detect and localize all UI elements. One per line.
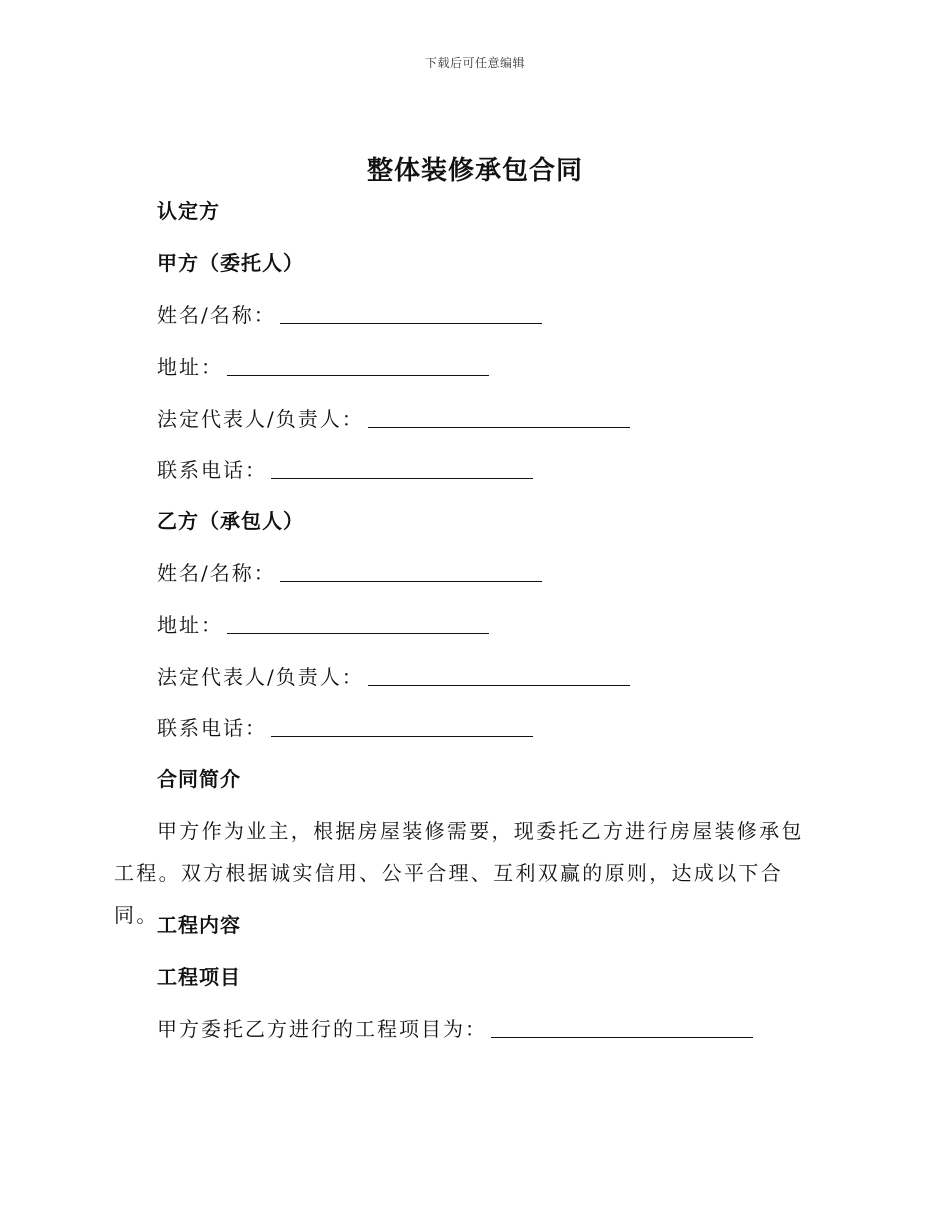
work-content-heading: 工程内容	[157, 913, 241, 937]
party-b-name-label: 姓名/名称：	[157, 561, 276, 585]
work-items-label: 甲方委托乙方进行的工程项目为：	[157, 1017, 487, 1041]
party-a-legal-rep-row	[157, 405, 630, 433]
party-a-name-label: 姓名/名称：	[157, 303, 276, 327]
party-a-phone-label: 联系电话：	[157, 458, 267, 482]
page-header-note: 下载后可任意编辑	[424, 56, 525, 70]
party-a-address-row	[157, 353, 489, 381]
party-a-heading: 甲方（委托人）	[157, 251, 304, 275]
party-a-address-label: 地址：	[157, 355, 223, 379]
party-a-legal-rep-blank[interactable]	[368, 407, 630, 428]
work-items-row	[157, 1015, 753, 1043]
party-b-legal-rep-label: 法定代表人/负责人：	[157, 665, 364, 689]
work-items-blank[interactable]	[491, 1017, 753, 1038]
party-b-legal-rep-row	[157, 663, 630, 691]
party-b-phone-blank[interactable]	[271, 716, 533, 737]
party-b-address-blank[interactable]	[227, 613, 489, 634]
intro-heading: 合同简介	[157, 767, 241, 791]
party-a-phone-blank[interactable]	[271, 458, 533, 479]
party-b-phone-label: 联系电话：	[157, 716, 267, 740]
document-title: 整体装修承包合同	[366, 156, 583, 186]
party-b-heading: 乙方（承包人）	[157, 509, 304, 533]
party-a-name-row	[157, 301, 542, 329]
party-a-name-blank[interactable]	[280, 303, 542, 324]
work-items-heading: 工程项目	[157, 965, 241, 989]
intro-paragraph: 甲方作为业主，根据房屋装修需要，现委托乙方进行房屋装修承包工程。双方根据诚实信用、公平合理、互利双赢的原则，达成以下合同。	[114, 819, 804, 927]
party-a-legal-rep-label: 法定代表人/负责人：	[157, 407, 364, 431]
party-a-address-blank[interactable]	[227, 355, 489, 376]
party-b-phone-row	[157, 714, 533, 742]
party-b-name-blank[interactable]	[280, 561, 542, 582]
section-heading-identify: 认定方	[157, 199, 220, 223]
party-b-name-row	[157, 559, 542, 587]
party-b-address-row	[157, 611, 489, 639]
party-a-phone-row	[157, 456, 533, 484]
party-b-legal-rep-blank[interactable]	[368, 665, 630, 686]
party-b-address-label: 地址：	[157, 613, 223, 637]
